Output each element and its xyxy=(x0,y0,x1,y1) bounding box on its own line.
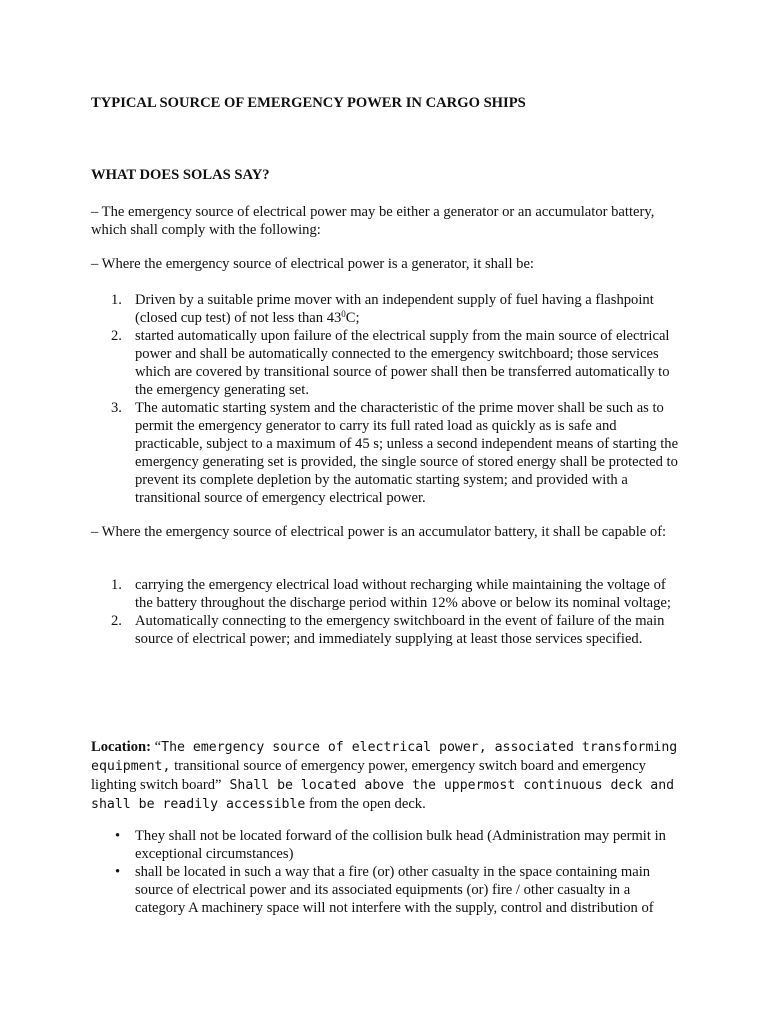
list-number: 2. xyxy=(111,613,122,629)
document-title: TYPICAL SOURCE OF EMERGENCY POWER IN CARGO SHIPS xyxy=(91,95,526,111)
list-text: Automatically connecting to the emergency switchboard in the event of failure of the main source of electrical power; and immediately supplying at least those services specified. xyxy=(135,613,665,647)
list-item xyxy=(91,863,683,917)
superscript: 0 xyxy=(341,309,346,319)
location-paragraph: Location: “The emergency source of electrical power, associated transforming equipment, transitional source of emergency power, emergency switch board and emergency lighting switch board” Shall be located above the uppermost continuous deck and shall be readily accessible from the open deck. xyxy=(91,739,678,812)
bullet-icon: • xyxy=(115,864,121,880)
location-bullet-list xyxy=(91,827,683,917)
location-text: from the open deck. xyxy=(309,796,426,812)
list-text: shall be located in such a way that a fire (or) other casualty in the space containing main source of electrical power and its associated equipments (or) fire / other casualty in a category A machinery space will not interfere with the supply, control and distribution of xyxy=(135,864,654,916)
list-item xyxy=(91,291,683,327)
generator-intro: – Where the emergency source of electrical power is a generator, it shall be: xyxy=(91,256,534,272)
list-text: The automatic starting system and the characteristic of the prime mover shall be such as to permit the emergency generator to carry its full rated load as quickly as is safe and practicable, subject to a maximum of 45 s; unless a second independent means of starting the emergency generating set is provided, the single source of stored energy shall be protected to prevent its complete depletion by the automatic starting system; and provided with a transitional source of emergency electrical power. xyxy=(135,400,679,506)
list-text: started automatically upon failure of the electrical supply from the main source of electrical power and shall be automatically connected to the emergency switchboard; those services which are covered by transitional source of power shall then be transferred automatically to the emergency generating set. xyxy=(135,328,670,398)
list-item xyxy=(91,612,683,648)
list-number: 1. xyxy=(111,292,122,308)
generator-list xyxy=(91,291,683,507)
location-text: transitional source of emergency power, emergency switch board and emergency lighting switch board” xyxy=(91,758,646,793)
location-mono-text: Shall be located above the uppermost continuous deck and shall be readily accessible xyxy=(91,778,675,812)
list-number: 3. xyxy=(111,400,122,416)
list-item xyxy=(91,399,683,507)
list-text: carrying the emergency electrical load without recharging while maintaining the voltage of the battery throughout the discharge period within 12% above or below its nominal voltage; xyxy=(135,577,671,611)
intro-paragraph: – The emergency source of electrical power may be either a generator or an accumulator battery, which shall comply with the following: xyxy=(91,204,655,238)
list-item xyxy=(91,827,683,863)
list-number: 1. xyxy=(111,577,122,593)
list-item xyxy=(91,576,683,612)
list-number: 2. xyxy=(111,328,122,344)
list-text: They shall not be located forward of the collision bulk head (Administration may permit in exceptional circumstances) xyxy=(135,828,666,862)
battery-list xyxy=(91,576,683,648)
list-text: Driven by a suitable prime mover with an independent supply of fuel having a flashpoint (closed cup test) of not less than $43^0C$; xyxy=(135,292,654,326)
section-heading: WHAT DOES SOLAS SAY? xyxy=(91,167,270,183)
location-label: Location: xyxy=(91,739,151,755)
bullet-icon: • xyxy=(115,828,121,844)
battery-intro: – Where the emergency source of electrical power is an accumulator battery, it shall be capable of: xyxy=(91,524,667,540)
location-mono-text: The emergency source of electrical power, associated transforming equipment, xyxy=(91,740,678,774)
list-item xyxy=(91,327,683,399)
